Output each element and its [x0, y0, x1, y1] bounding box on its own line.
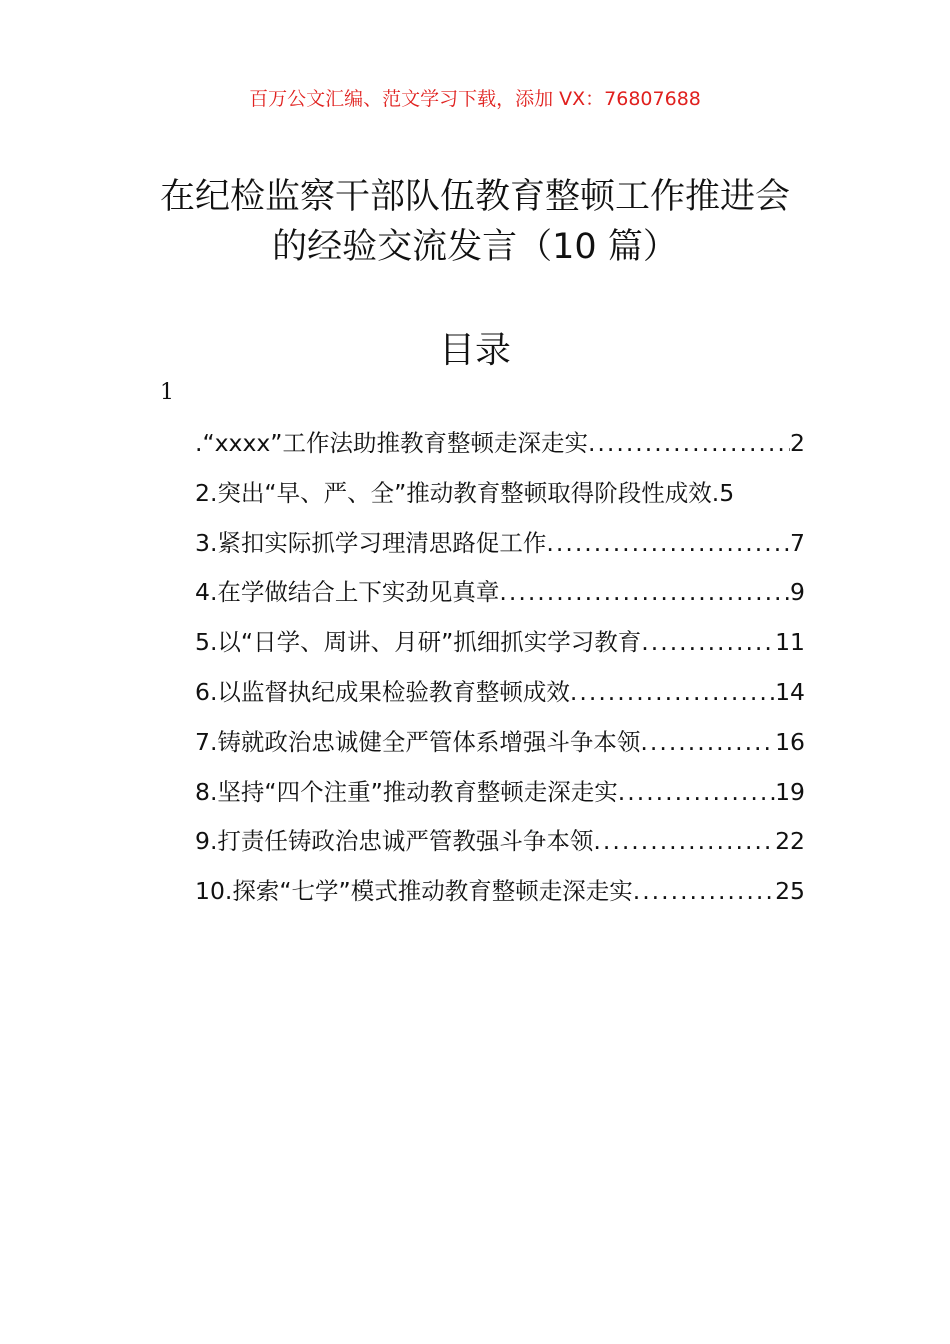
- watermark-header: 百万公文汇编、范文学习下载，添加 VX：76807688: [249, 88, 701, 110]
- dot-leader: [633, 877, 775, 905]
- toc-entry-page: .5: [711, 478, 735, 507]
- dot-leader: [618, 778, 775, 806]
- title-line-2: 的经验交流发言（10 篇）: [272, 227, 678, 267]
- toc-entry[interactable]: [195, 723, 805, 773]
- table-of-contents: [195, 424, 805, 922]
- toc-entry[interactable]: [195, 623, 805, 673]
- toc-item-number: 1: [160, 380, 174, 405]
- toc-entry-title: .“xxxx”工作法助推教育整顿走深走实: [195, 429, 588, 457]
- toc-entry[interactable]: [195, 822, 805, 872]
- toc-entry-title: 9.打责任铸政治忠诚严管教强斗争本领: [195, 827, 594, 856]
- toc-entry-title: 4.在学做结合上下实劲见真章: [195, 578, 500, 607]
- dot-leader: [499, 578, 790, 606]
- toc-entry-page: 2: [790, 429, 805, 457]
- title-line-1: 在纪检监察干部队伍教育整顿工作推进会: [159, 177, 790, 217]
- toc-entry[interactable]: [195, 424, 805, 474]
- toc-entry-page: 11: [775, 628, 805, 657]
- dot-leader: [640, 728, 775, 756]
- toc-entry-page: 19: [775, 777, 805, 806]
- toc-entry-title: 5.以“日学、周讲、月研”抓细抓实学习教育: [195, 628, 642, 657]
- toc-entry-page: 16: [775, 727, 805, 756]
- document-title: [0, 172, 950, 272]
- toc-entry-title: 6.以监督执纪成果检验教育整顿成效: [195, 677, 570, 706]
- dot-leader: [593, 827, 775, 855]
- toc-entry[interactable]: [195, 573, 805, 623]
- dot-leader: [570, 678, 775, 706]
- dot-leader: [641, 628, 775, 656]
- toc-entry-title: 7.铸就政治忠诚健全严管体系增强斗争本领: [195, 727, 641, 756]
- toc-entry[interactable]: [195, 474, 805, 524]
- toc-entry-page: 9: [790, 578, 805, 607]
- toc-entry[interactable]: [195, 773, 805, 823]
- dot-leader: [588, 429, 790, 457]
- toc-entry-page: 7: [790, 528, 805, 557]
- toc-entry[interactable]: [195, 673, 805, 723]
- toc-heading: 目录: [438, 330, 511, 371]
- toc-entry-title: 10.探索“七学”模式推动教育整顿走深走实: [195, 877, 633, 906]
- toc-entry-title: 3.紧扣实际抓学习理清思路促工作: [195, 528, 547, 557]
- toc-entry-page: 25: [775, 877, 805, 906]
- toc-entry-title: 8.坚持“四个注重”推动教育整顿走深走实: [195, 777, 618, 806]
- dot-leader: [546, 529, 790, 557]
- toc-entry[interactable]: [195, 524, 805, 574]
- toc-entry[interactable]: [195, 872, 805, 922]
- toc-entry-page: 22: [775, 827, 805, 856]
- toc-entry-page: 14: [775, 677, 805, 706]
- toc-entry-title: 2.突出“早、严、全”推动教育整顿取得阶段性成效: [195, 478, 712, 507]
